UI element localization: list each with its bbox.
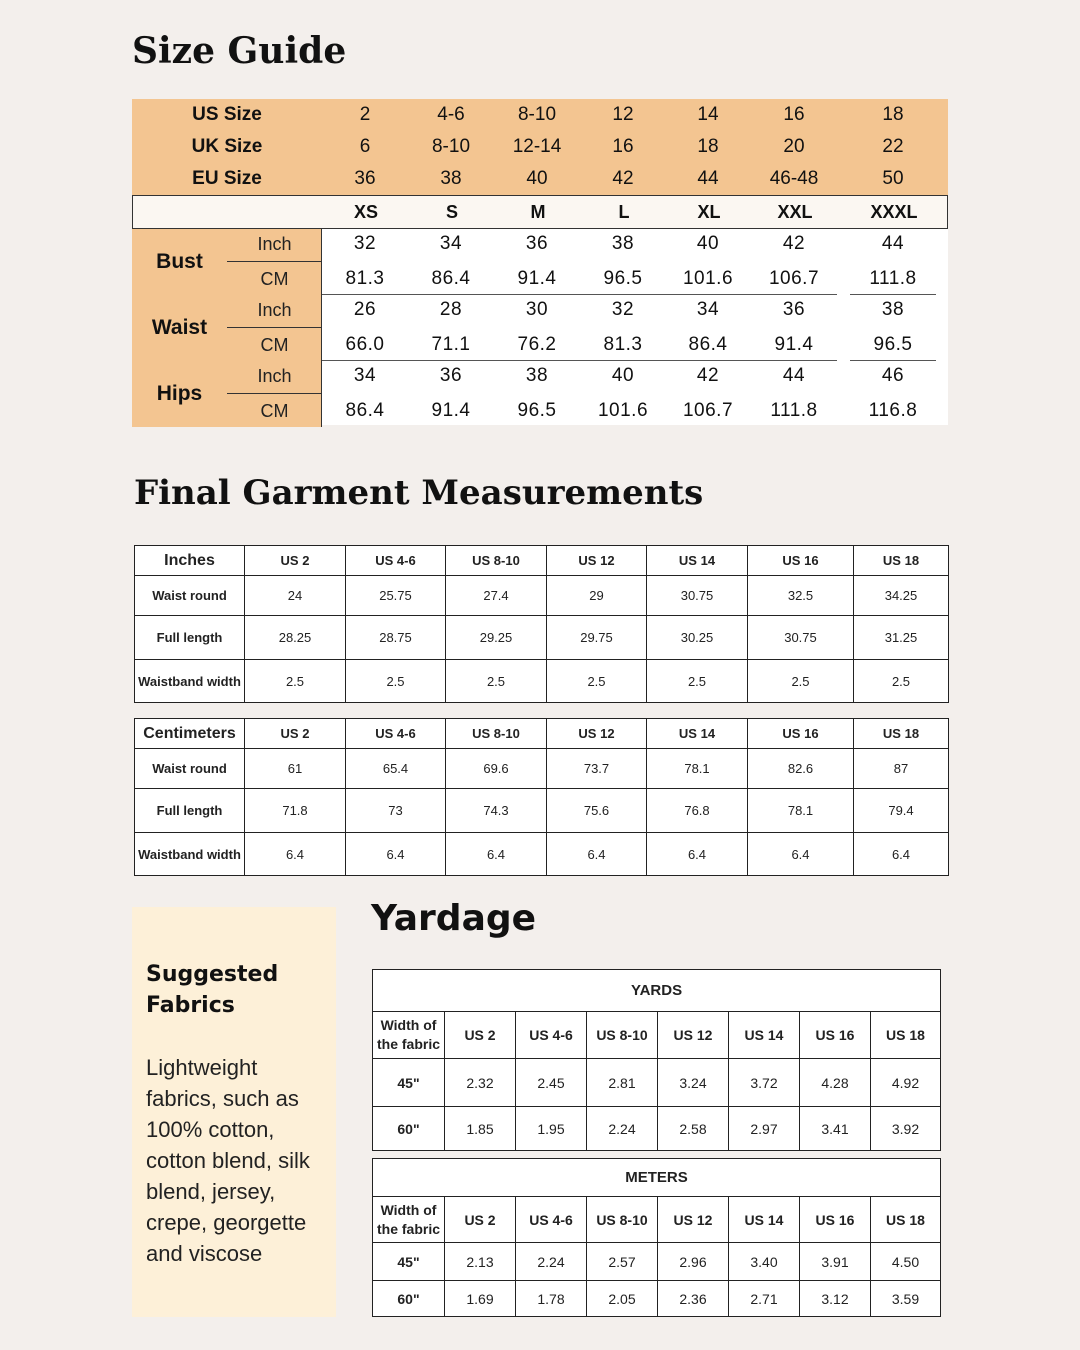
- cell-value: 29.75: [547, 616, 647, 660]
- cm-value: 111.8: [869, 268, 917, 289]
- inch-value: 36: [439, 365, 463, 386]
- inch-value: 44: [881, 233, 905, 254]
- letter-size: XXXL: [870, 202, 918, 222]
- inch-value: 34: [696, 299, 720, 320]
- cm-value: 86.4: [345, 400, 385, 421]
- letter-size: L: [618, 202, 630, 222]
- size-header: US 4-6: [346, 719, 446, 749]
- cell-value: 28.25: [245, 616, 346, 660]
- inch-value: 30: [525, 299, 549, 320]
- size-header: US 18: [871, 1197, 941, 1243]
- inch-value: 34: [353, 365, 377, 386]
- cell-value: 3.72: [729, 1059, 800, 1107]
- cell-value: 2.32: [445, 1059, 516, 1107]
- cell-value: 6.4: [854, 833, 949, 876]
- table-header-row: [373, 1012, 941, 1059]
- size-value: 6: [359, 136, 371, 157]
- letter-size: S: [445, 202, 458, 222]
- table-row: [135, 576, 949, 616]
- table-row: [373, 1243, 941, 1281]
- measurement-name: Waist: [151, 316, 208, 339]
- table-row: [135, 833, 949, 876]
- cell-value: 87: [854, 749, 949, 789]
- cell-value: 82.6: [748, 749, 854, 789]
- cell-value: 2.5: [854, 660, 949, 703]
- size-header: US 2: [445, 1012, 516, 1059]
- row-label: 45": [373, 1243, 445, 1281]
- cell-value: 2.5: [647, 660, 748, 703]
- size-value: 16: [783, 104, 805, 125]
- cell-value: 3.92: [871, 1107, 941, 1151]
- cell-value: 30.75: [748, 616, 854, 660]
- table-header-row: [135, 719, 949, 749]
- measurement-name: Bust: [156, 250, 203, 273]
- cell-value: 6.4: [547, 833, 647, 876]
- cell-value: 29.25: [446, 616, 547, 660]
- cell-value: 2.05: [587, 1281, 658, 1317]
- cell-value: 75.6: [547, 789, 647, 833]
- cell-value: 4.92: [871, 1059, 941, 1107]
- cell-value: 25.75: [346, 576, 446, 616]
- garment-inches-table: [134, 545, 949, 703]
- letter-size: XS: [353, 202, 378, 222]
- cell-value: 1.69: [445, 1281, 516, 1317]
- yardage-meters-table: [372, 1158, 941, 1317]
- inch-value: 40: [696, 233, 720, 254]
- cell-value: 4.28: [800, 1059, 871, 1107]
- size-value: 22: [882, 136, 904, 157]
- inch-value: 38: [525, 365, 549, 386]
- size-system-label: UK Size: [191, 136, 263, 157]
- width-label: Width of the fabric: [373, 1012, 445, 1059]
- cell-value: 73.7: [547, 749, 647, 789]
- size-value: 20: [783, 136, 805, 157]
- size-header: US 4-6: [346, 546, 446, 576]
- inch-value: 32: [353, 233, 377, 254]
- size-value: 8-10: [431, 136, 471, 157]
- letter-size: XL: [697, 202, 721, 222]
- size-value: 14: [697, 104, 719, 125]
- cell-value: 29: [547, 576, 647, 616]
- size-header: US 18: [854, 719, 949, 749]
- cell-value: 3.91: [800, 1243, 871, 1281]
- unit-label: Centimeters: [135, 719, 245, 749]
- size-value: 16: [612, 136, 634, 157]
- table-row: [373, 1059, 941, 1107]
- size-header: US 18: [871, 1012, 941, 1059]
- cell-value: 2.13: [445, 1243, 516, 1281]
- cm-value: 66.0: [345, 334, 385, 355]
- cell-value: 2.5: [547, 660, 647, 703]
- inch-value: 46: [881, 365, 905, 386]
- size-header: US 2: [245, 546, 346, 576]
- unit-label-inch: Inch: [257, 234, 292, 254]
- unit-label-inch: Inch: [257, 300, 292, 320]
- cell-value: 2.45: [516, 1059, 587, 1107]
- cell-value: 6.4: [748, 833, 854, 876]
- size-header: US 16: [748, 719, 854, 749]
- yardage-yards-table: [372, 969, 941, 1151]
- cell-value: 2.58: [658, 1107, 729, 1151]
- cm-value: 101.6: [682, 268, 734, 289]
- size-value: 40: [526, 168, 548, 189]
- letter-size: XXL: [777, 202, 813, 222]
- cell-value: 2.5: [446, 660, 547, 703]
- table-header-row: [135, 546, 949, 576]
- unit-caption: YARDS: [373, 970, 941, 1012]
- cell-value: 2.36: [658, 1281, 729, 1317]
- cell-value: 65.4: [346, 749, 446, 789]
- inch-value: 44: [782, 365, 806, 386]
- cell-value: 78.1: [647, 749, 748, 789]
- cell-value: 2.96: [658, 1243, 729, 1281]
- size-header: US 8-10: [446, 546, 547, 576]
- cm-value: 96.5: [873, 334, 913, 355]
- row-label: 60": [373, 1107, 445, 1151]
- size-header: US 4-6: [516, 1012, 587, 1059]
- size-header: US 14: [729, 1197, 800, 1243]
- cell-value: 24: [245, 576, 346, 616]
- size-guide-title: Size Guide: [132, 30, 347, 72]
- cm-value: 106.7: [682, 400, 734, 421]
- cm-value: 96.5: [603, 268, 643, 289]
- size-header: US 2: [445, 1197, 516, 1243]
- unit-divider: [227, 261, 322, 262]
- cell-value: 3.41: [800, 1107, 871, 1151]
- cm-value: 91.4: [431, 400, 471, 421]
- garment-cm-table: [134, 718, 949, 876]
- row-label: Full length: [135, 616, 245, 660]
- cell-value: 31.25: [854, 616, 949, 660]
- row-label: 60": [373, 1281, 445, 1317]
- unit-label-cm: CM: [260, 269, 289, 289]
- unit-label-inch: Inch: [257, 366, 292, 386]
- inch-value: 40: [611, 365, 635, 386]
- cell-value: 27.4: [446, 576, 547, 616]
- cell-value: 34.25: [854, 576, 949, 616]
- size-header: US 12: [547, 546, 647, 576]
- size-header: US 18: [854, 546, 949, 576]
- cm-value: 86.4: [688, 334, 728, 355]
- garment-title: Final Garment Measurements: [134, 473, 704, 513]
- cell-value: 71.8: [245, 789, 346, 833]
- cm-value: 116.8: [868, 400, 918, 421]
- row-label: 45": [373, 1059, 445, 1107]
- size-header: US 16: [800, 1012, 871, 1059]
- measurement-name: Hips: [156, 382, 203, 405]
- table-header-row: [373, 1197, 941, 1243]
- size-value: 12: [612, 104, 634, 125]
- cm-value: 111.8: [770, 400, 818, 421]
- cell-value: 4.50: [871, 1243, 941, 1281]
- size-system-label: US Size: [192, 104, 262, 125]
- cell-value: 74.3: [446, 789, 547, 833]
- row-label: Waistband width: [135, 833, 245, 876]
- fabrics-description: Lightweight fabrics, such as 100% cotton, cotton blend, silk blend, jersey, crepe, georgette and viscose: [146, 1055, 310, 1266]
- cell-value: 2.5: [346, 660, 446, 703]
- size-header: US 2: [245, 719, 346, 749]
- inch-value: 42: [696, 365, 720, 386]
- size-value: 2: [359, 104, 371, 125]
- size-value: 46-48: [769, 168, 819, 189]
- cm-value: 81.3: [345, 268, 385, 289]
- row-label: Waistband width: [135, 660, 245, 703]
- cm-value: 91.4: [517, 268, 557, 289]
- row-label: Full length: [135, 789, 245, 833]
- table-caption-row: [373, 970, 941, 1012]
- inch-value: 38: [881, 299, 905, 320]
- cm-value: 96.5: [517, 400, 557, 421]
- cm-value: 81.3: [603, 334, 643, 355]
- cell-value: 1.95: [516, 1107, 587, 1151]
- inch-value: 32: [611, 299, 635, 320]
- inch-value: 38: [611, 233, 635, 254]
- cell-value: 2.24: [587, 1107, 658, 1151]
- unit-label-cm: CM: [260, 401, 289, 421]
- size-header: US 8-10: [587, 1012, 658, 1059]
- unit-label: Inches: [135, 546, 245, 576]
- yardage-title: Yardage: [371, 898, 537, 939]
- size-header: US 14: [647, 719, 748, 749]
- size-header: US 8-10: [587, 1197, 658, 1243]
- unit-divider: [227, 393, 322, 394]
- inch-value: 36: [525, 233, 549, 254]
- cell-value: 69.6: [446, 749, 547, 789]
- table-row: [373, 1107, 941, 1151]
- table-row: [135, 660, 949, 703]
- cm-value: 71.1: [431, 334, 471, 355]
- size-value: 50: [882, 168, 904, 189]
- cell-value: 79.4: [854, 789, 949, 833]
- size-value: 42: [612, 168, 634, 189]
- inch-value: 36: [782, 299, 806, 320]
- table-row: [135, 749, 949, 789]
- size-header: US 12: [547, 719, 647, 749]
- cell-value: 76.8: [647, 789, 748, 833]
- cell-value: 30.25: [647, 616, 748, 660]
- cell-value: 28.75: [346, 616, 446, 660]
- cell-value: 73: [346, 789, 446, 833]
- size-system-label: EU Size: [192, 168, 262, 189]
- unit-label-cm: CM: [260, 335, 289, 355]
- inch-value: 34: [439, 233, 463, 254]
- size-header: US 14: [647, 546, 748, 576]
- size-header: US 16: [748, 546, 854, 576]
- cell-value: 2.5: [245, 660, 346, 703]
- size-value: 12-14: [512, 136, 562, 157]
- table-row: [135, 616, 949, 660]
- inch-value: 42: [782, 233, 806, 254]
- cm-value: 91.4: [774, 334, 814, 355]
- letter-size-row: [132, 195, 948, 229]
- row-label: Waist round: [135, 576, 245, 616]
- size-value: 38: [440, 168, 462, 189]
- cell-value: 61: [245, 749, 346, 789]
- cm-value: 106.7: [768, 268, 820, 289]
- fabrics-heading: Suggested Fabrics: [146, 962, 279, 1018]
- cell-value: 2.24: [516, 1243, 587, 1281]
- size-value: 4-6: [437, 104, 465, 125]
- cell-value: 6.4: [446, 833, 547, 876]
- cell-value: 3.59: [871, 1281, 941, 1317]
- size-value: 18: [697, 136, 719, 157]
- table-row: [373, 1281, 941, 1317]
- size-header: US 16: [800, 1197, 871, 1243]
- suggested-fabrics-panel: [132, 907, 336, 1317]
- inch-value: 28: [439, 299, 463, 320]
- size-value: 8-10: [517, 104, 557, 125]
- size-header: US 4-6: [516, 1197, 587, 1243]
- size-value: 36: [354, 168, 376, 189]
- cell-value: 3.12: [800, 1281, 871, 1317]
- cell-value: 6.4: [245, 833, 346, 876]
- cell-value: 1.78: [516, 1281, 587, 1317]
- cell-value: 2.5: [748, 660, 854, 703]
- cell-value: 6.4: [346, 833, 446, 876]
- row-label: Waist round: [135, 749, 245, 789]
- cell-value: 2.57: [587, 1243, 658, 1281]
- width-label: Width of the fabric: [373, 1197, 445, 1243]
- cm-value: 76.2: [517, 334, 557, 355]
- size-header: US 14: [729, 1012, 800, 1059]
- cell-value: 6.4: [647, 833, 748, 876]
- cm-value: 101.6: [597, 400, 649, 421]
- cell-value: 3.24: [658, 1059, 729, 1107]
- size-header: US 8-10: [446, 719, 547, 749]
- size-value: 18: [882, 104, 904, 125]
- size-value: 44: [697, 168, 719, 189]
- size-guide-table: [132, 99, 948, 425]
- inch-value: 26: [353, 299, 377, 320]
- cm-value: 86.4: [431, 268, 471, 289]
- cell-value: 30.75: [647, 576, 748, 616]
- size-header: US 12: [658, 1197, 729, 1243]
- cell-value: 3.40: [729, 1243, 800, 1281]
- cell-value: 2.97: [729, 1107, 800, 1151]
- table-row: [135, 789, 949, 833]
- cell-value: 32.5: [748, 576, 854, 616]
- cell-value: 2.71: [729, 1281, 800, 1317]
- cell-value: 1.85: [445, 1107, 516, 1151]
- size-header: US 12: [658, 1012, 729, 1059]
- cell-value: 78.1: [748, 789, 854, 833]
- unit-caption: METERS: [373, 1159, 941, 1197]
- unit-divider: [227, 327, 322, 328]
- letter-size: M: [530, 202, 546, 222]
- cell-value: 2.81: [587, 1059, 658, 1107]
- table-caption-row: [373, 1159, 941, 1197]
